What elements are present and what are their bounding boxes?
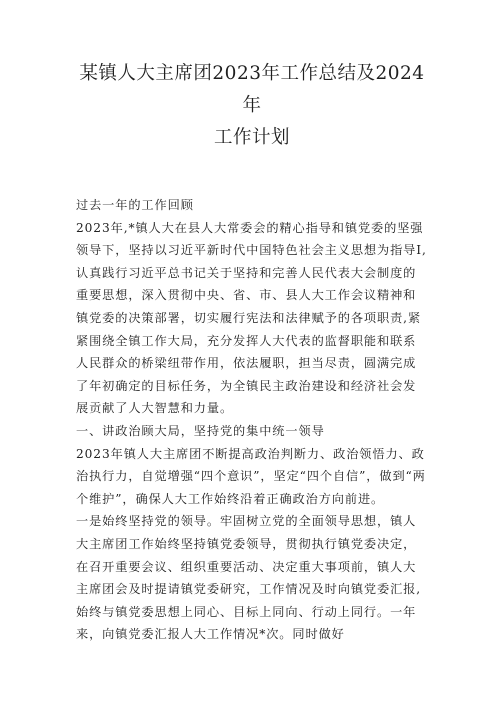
paragraph-party-leadership: 一是始终坚持党的领导。牢固树立党的全面领导思想，镇人大主席团工作始终坚持镇党委领导，贯彻执行镇党委决定，在召开重要会议、组织重要活动、决定重大事项前，镇人大主席团会及时提请镇党委研究，工作情况及时向镇党委汇报,始终与镇党委思想上同心、目标上同向、行动上同行。一年来，向镇党委汇报人大工作情况*次。同时做好	[76, 514, 422, 642]
paragraph-intro: 2023年,*镇人大在县人大常委会的精心指导和镇党委的坚强领导下，坚持以习近平新时代中国特色社会主义思想为指导I,认真践行习近平总书记关于坚持和完善人民代表大会制度的重要思想，深入贯彻中央、省、市、县人大工作会议精神和镇党委的决策部署，切实履行宪法和法律赋予的各项职责,紧紧围绕全镇工作大局，充分发挥人大代表的监督职能和联系人民群众的桥梁纽带作用，依法履职，担当尽责，圆满完成了年初确定的目标任务，为全镇民主政治建设和经济社会发展贡献了人大智慧和力量。	[76, 220, 427, 416]
paragraph-political-ability: 2023年镇人大主席团不断提高政治判断力、政治领悟力、政治执行力，自觉增强“四个意识”，坚定“四个自信”，做到“两个维护”，确保人大工作始终沿着正确政治方向前进。	[76, 446, 426, 506]
title-line-1: 某镇人大主席团2023年工作总结及2024年	[79, 63, 425, 116]
title-line-2: 工作计划	[213, 127, 290, 148]
section-heading-1: 一、讲政治顾大局，坚持党的集中统一领导	[76, 423, 325, 438]
section-heading-review: 过去一年的工作回顾	[76, 198, 194, 212]
document-title	[76, 0, 428, 154]
document-body	[76, 194, 428, 646]
